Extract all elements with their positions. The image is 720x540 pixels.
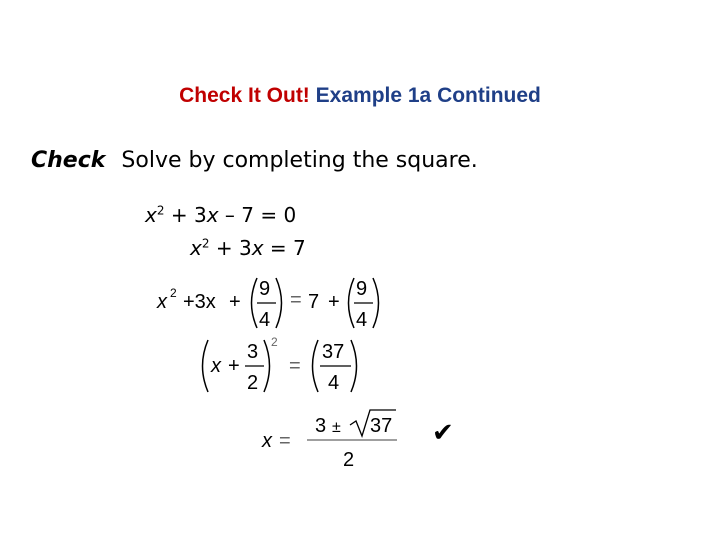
- eq1-var: x: [145, 203, 157, 227]
- s3-three: 3: [315, 415, 327, 437]
- s1-exp: 2: [170, 286, 177, 300]
- s2-num: 3: [247, 341, 259, 363]
- s1-num-right: 9: [356, 278, 368, 300]
- s1-num-left: 9: [259, 278, 271, 300]
- s2-rparen-right: [351, 340, 357, 392]
- s1-den-right: 4: [356, 309, 368, 331]
- s3-den: 2: [343, 449, 355, 471]
- s2-plus: +: [228, 355, 240, 377]
- s2-eq: =: [289, 355, 301, 377]
- s2-lparen: [203, 340, 209, 392]
- eq1-var2: x: [206, 203, 219, 227]
- step-1: [156, 278, 379, 331]
- eq1-rest1: + 3: [164, 203, 207, 227]
- s1-rparen-left: [276, 278, 282, 328]
- s1-rparen-right: [373, 278, 379, 328]
- checkmark-icon: ✔: [432, 418, 454, 448]
- s1-plus-right: +: [328, 291, 340, 313]
- eq2-var2: x: [251, 236, 264, 260]
- s3-rad: 37: [370, 415, 393, 437]
- s3-eq: =: [279, 430, 291, 452]
- s2-rden: 4: [328, 372, 340, 394]
- s2-lparen-right: [313, 340, 319, 392]
- eq2-rest1: + 3: [209, 236, 252, 260]
- eq2-rest2: = 7: [263, 236, 306, 260]
- s1-seven: 7: [308, 291, 320, 313]
- s2-exp: 2: [271, 335, 278, 349]
- instruction-text: Solve by completing the square.: [121, 148, 478, 173]
- s2-den: 2: [247, 372, 259, 394]
- s2-rnum: 37: [322, 341, 345, 363]
- s3-pm: ±: [332, 419, 341, 436]
- eq1-rest2: – 7 = 0: [218, 203, 297, 227]
- s1-plus3x: +3x: [183, 291, 216, 313]
- step-3: [261, 410, 397, 471]
- s1-den-left: 4: [259, 309, 271, 331]
- s3-x: x: [262, 430, 272, 452]
- s1-lparen-right: [349, 278, 355, 328]
- s1-plus: +: [229, 291, 241, 313]
- s1-eq: =: [290, 289, 302, 311]
- eq2-var: x: [190, 236, 202, 260]
- eq1-exp: 2: [156, 203, 165, 218]
- s1-lparen-left: [252, 278, 258, 328]
- check-label: Check: [31, 148, 106, 173]
- s2-rparen: [264, 340, 270, 392]
- eq2-exp: 2: [201, 236, 210, 251]
- title-check-it-out: Check It Out!: [179, 84, 310, 107]
- step-2: [203, 335, 357, 394]
- s1-x: x: [157, 291, 167, 313]
- title-example: Example 1a Continued: [315, 84, 541, 107]
- s2-x: x: [211, 355, 221, 377]
